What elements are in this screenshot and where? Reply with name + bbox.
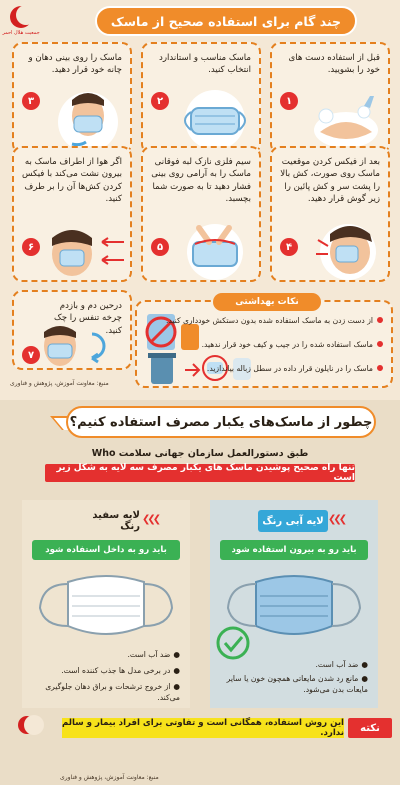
tips-title: نکات بهداشتی	[213, 293, 321, 311]
chevron-icon: ❯❯❯	[142, 514, 159, 525]
tip-item: از دست زدن به ماسک استفاده شده بدون دستکش خودداری کنید.	[166, 316, 383, 325]
source-credit: منبع: معاونت آموزش، پژوهش و فناوری	[10, 380, 109, 387]
step-number-1: ۱	[280, 92, 298, 110]
step-number-5: ۵	[151, 238, 169, 256]
step-card-1: قبل از استفاده دست های خود را بشویید. ۱	[270, 42, 390, 154]
step-card-6: اگر هوا از اطراف ماسک به بیرون نشت می‌کند با فیکس کردن کش‌ها آن را بر طرف کنید. ۶	[12, 146, 132, 282]
mask-select-icon	[173, 88, 257, 152]
blue-layer-panel	[210, 500, 378, 708]
ear-loops-icon	[302, 218, 388, 280]
white-layer-point: ●از خروج ترشحات و براق دهان جلوگیری می‌کند.	[45, 682, 180, 702]
note-text: این روش استفاده، همگانی است و تفاوتی برای افراد بیمار و سالم ندارد.	[62, 718, 344, 738]
crescent-icon	[18, 716, 36, 734]
step-card-3: ماسک را روی بینی دهان و چانه خود قرار دهید. ۳	[12, 42, 132, 154]
blue-layer-subtitle: باید رو به بیرون استفاده شود	[220, 540, 368, 560]
nose-wire-icon	[169, 220, 257, 280]
red-crescent-logo	[12, 716, 42, 752]
source-credit: منبع: معاونت آموزش، پژوهش و فناوری	[60, 774, 159, 781]
air-leak-icon	[42, 220, 130, 280]
step-card-2: ماسک مناسب و استاندارد انتخاب کنید. ۲	[141, 42, 261, 154]
who-guideline-text: طبق دستورالعمل سازمان جهانی سلامت Who	[91, 448, 309, 459]
step-card-7: درحین دم و بازدم چرخه تنفس را چک کنید. ۷	[12, 290, 132, 370]
white-layer-point: ●ضد آب است.	[127, 650, 180, 659]
white-layer-subtitle: باید رو به داخل استفاده شود	[32, 540, 180, 560]
white-layer-title: لایه سفید رنگ	[92, 510, 140, 532]
section-title: چطور از ماسک‌های یکبار مصرف استفاده کنیم؟	[66, 406, 376, 438]
page-title: چند گام برای استفاده صحیح از ماسک	[95, 6, 357, 36]
blue-layer-point: ●مانع رد شدن مایعاتی همچون خون یا سایر مایعات بدن می‌شود.	[226, 674, 368, 694]
blue-layer-title: لایه آبی رنگ	[258, 510, 328, 532]
white-layer-point: ●در برخی مدل ها جذب کننده است.	[61, 666, 180, 675]
tip-item: ماسک را در نایلون قرار داده در سطل زباله بیاندازید.	[207, 364, 383, 373]
bullet-dot-icon	[377, 341, 383, 347]
blue-layer-point: ●ضد آب است.	[315, 660, 368, 669]
white-mask-icon	[36, 568, 176, 646]
white-layer-panel	[22, 500, 190, 708]
bullet-dot-icon	[377, 365, 383, 371]
check-mark-icon	[216, 626, 250, 660]
chevron-icon: ❯❯❯	[328, 514, 345, 525]
hand-washing-icon	[306, 94, 386, 152]
step-number-2: ۲	[151, 92, 169, 110]
step-number-7: ۷	[22, 346, 40, 364]
step-number-6: ۶	[22, 238, 40, 256]
note-tag: نکته	[348, 718, 392, 738]
face-mask-icon	[50, 86, 126, 152]
three-layer-text: تنها راه صحیح پوشیدن ماسک های یکبار مصرف سه لایه به شکل زیر است	[45, 464, 355, 482]
red-crescent-logo: جمعیت هلال احمر	[4, 6, 38, 44]
step-number-3: ۳	[22, 92, 40, 110]
hygiene-tips-box	[135, 297, 393, 388]
step-number-4: ۴	[280, 238, 298, 256]
disposable-mask-section	[0, 400, 400, 785]
bullet-dot-icon	[377, 317, 383, 323]
note-bar	[12, 718, 392, 738]
crescent-icon	[10, 6, 32, 28]
step-card-4: بعد از فیکس کردن موقعیت ماسک روی صورت، کش بالا را پشت سر و کش پائین را زیر گوش قرار دهید. ۴	[270, 146, 390, 282]
step-card-5: سیم فلزی نازک لبه فوقانی ماسک را به آرامی روی بینی فشار دهید تا به صورت شما بچسبد. ۵	[141, 146, 261, 282]
tip-item: ماسک استفاده شده را در جیب و کیف خود قرار ندهید.	[202, 340, 383, 349]
breathing-check-icon	[36, 322, 122, 370]
